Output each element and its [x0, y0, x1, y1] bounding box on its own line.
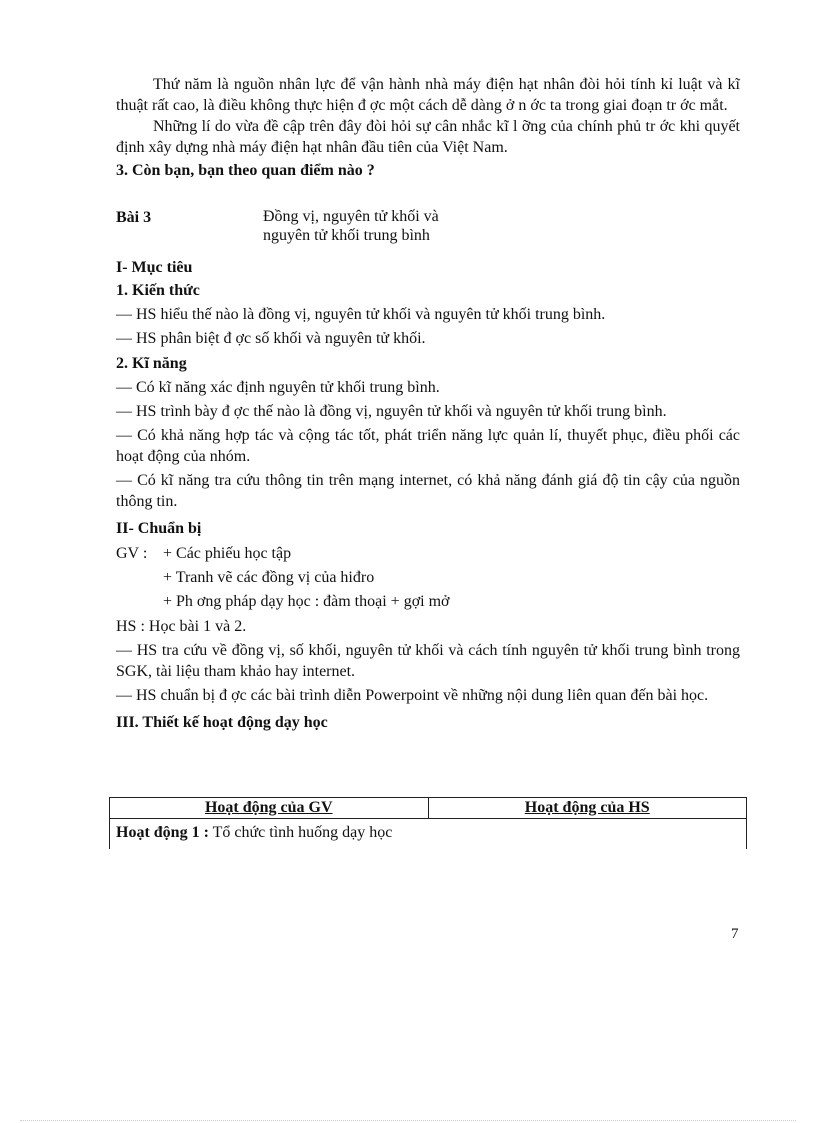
list-item: — HS hiểu thế nào là đồng vị, nguyên tử khối và nguyên tử khối trung bình. [116, 306, 606, 323]
page-bottom-divider [20, 1120, 796, 1121]
lesson-title-line1: Đồng vị, nguyên tử khối và [263, 208, 439, 225]
list-item: — Có kĩ năng tra cứu thông tin trên mạng internet, có khả năng đánh giá độ tin cậy của nguồn thông tin. [116, 472, 740, 510]
lesson-title [263, 207, 493, 245]
list-item: — HS trình bày đ ợc thế nào là đồng vị, nguyên tử khối và nguyên tử khối trung bình. [116, 403, 667, 420]
list-item: — HS chuẩn bị đ ợc các bài trình diễn Powerpoint về những nội dung liên quan đến bài học. [116, 687, 709, 704]
list-item: + Các phiếu học tập [163, 545, 292, 562]
list-item: — Có khả năng hợp tác và cộng tác tốt, phát triển năng lực quản lí, thuyết phục, điều phối các hoạt động của nhóm. [116, 427, 740, 465]
table-row [110, 819, 747, 850]
list-item: — HS tra cứu về đồng vị, số khối, nguyên tử khối và cách tính nguyên tử khối trung bình trong SGK, tài liệu tham khảo hay internet. [116, 642, 740, 680]
section-chuan-bi: II- Chuẩn bị [116, 520, 202, 537]
activity-label: Hoạt động 1 : [116, 824, 209, 841]
list-item: — HS phân biệt đ ợc số khối và nguyên tử khối. [116, 330, 426, 347]
activity-row-1 [110, 819, 747, 850]
subsection-ki-nang: 2. Kĩ năng [116, 355, 187, 372]
lesson-title-block [116, 207, 740, 245]
gv-label: GV : [116, 545, 148, 562]
section-muc-tieu: I- Mục tiêu [116, 259, 193, 276]
page-number: 7 [731, 926, 739, 942]
gv-preparation [116, 543, 740, 564]
question-heading: 3. Còn bạn, bạn theo quan điểm nào ? [116, 162, 375, 179]
table-header-row [110, 798, 747, 819]
section-thiet-ke: III. Thiết kế hoạt động dạy học [116, 714, 328, 731]
list-item: + Ph ơng pháp dạy học : đàm thoại + gợi mở [163, 593, 450, 610]
lesson-number: Bài 3 [116, 209, 152, 226]
activity-table [109, 797, 747, 849]
list-item: + Tranh vẽ các đồng vị của hiđro [163, 569, 375, 586]
column-header-gv: Hoạt động của GV [110, 798, 429, 819]
document-body [116, 74, 740, 733]
list-item: — Có kĩ năng xác định nguyên tử khối trung bình. [116, 379, 440, 396]
subsection-kien-thuc: 1. Kiến thức [116, 282, 200, 299]
activity-text: Tổ chức tình huống dạy học [208, 824, 393, 841]
paragraph-can-nhac: Những lí do vừa đề cập trên đây đòi hỏi sự cân nhắc kĩ l ỡng của chính phủ tr ớc khi quyết định xây dựng nhà máy điện hạt nhân đầu tiên của Việt Nam. [116, 118, 740, 156]
hs-line: HS : Học bài 1 và 2. [116, 618, 247, 635]
column-header-hs: Hoạt động của HS [428, 798, 747, 819]
lesson-title-line2: nguyên tử khối trung bình [263, 227, 430, 244]
paragraph-nguon-nhan-luc: Thứ năm là nguồn nhân lực để vận hành nhà máy điện hạt nhân đòi hỏi tính kỉ luật và kĩ thuật rất cao, là điều không thực hiện đ ợc một cách dễ dàng ở n ớc ta trong giai đoạn tr ớc mắt. [116, 76, 740, 114]
